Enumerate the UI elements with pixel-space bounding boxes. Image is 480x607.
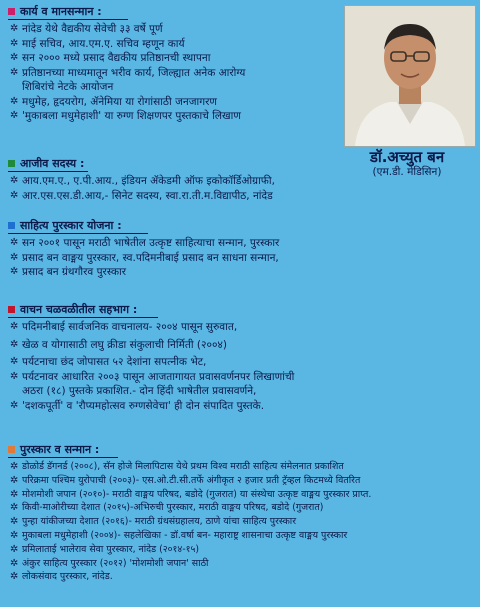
asterisk-icon: ✲ (10, 543, 19, 555)
list-item: ✲ माई सचिव, आय.एम.ए. सचिव म्हणून कार्य (10, 37, 185, 50)
section-list (8, 320, 472, 413)
list-item: ✲ सन २००० मध्ये प्रसाद वैद्यकीय प्रतिष्ठानची स्थापना (10, 52, 211, 64)
section-underline (8, 233, 148, 234)
section-title (8, 218, 472, 233)
asterisk-icon: ✲ (10, 557, 19, 569)
author-name: डॉ.अच्युत बन (369, 148, 445, 166)
section-title-text: वाचन चळवळीतील सहभाग : (20, 303, 138, 316)
asterisk-icon: ✲ (10, 266, 19, 277)
list-item: ✲ मुकाबला मधुमेहाशी (२००४)- सहलेखिका - डॉ.वर्षा बन- महाराष्ट्र शासनाचा उत्कृष्ट वाङ्मय पुरस्कार (10, 529, 348, 541)
section-underline (8, 19, 128, 20)
list-item: ✲ 'मुकाबला मधुमेहाशी' या रुग्ण शिक्षणपर पुस्तकाचे लिखाण (10, 110, 241, 122)
asterisk-icon: ✲ (10, 189, 19, 201)
list-item: ✲ आर.एस.एस.डी.आय,- सिनेट सदस्य, स्वा.रा.ती.म.विद्यापीठ, नांदेड (10, 189, 273, 202)
section-list (8, 22, 338, 124)
list-item-continuation: अठरा (१८) पुस्तके प्रकाशित.- दोन हिंदी भाषेतील प्रवासवर्णने, (22, 385, 257, 397)
asterisk-icon: ✲ (10, 474, 19, 486)
asterisk-icon: ✲ (10, 321, 19, 332)
asterisk-icon: ✲ (10, 95, 19, 107)
section-title (8, 4, 338, 19)
asterisk-icon: ✲ (10, 23, 19, 34)
asterisk-icon: ✲ (10, 370, 19, 382)
section-title-text: साहित्य पुरस्कार योजना : (20, 219, 122, 232)
list-item: ✲ पदिमनीबाई सार्वजनिक वाचनालय- २००४ पासून सुरुवात, (10, 321, 238, 333)
section-list (8, 236, 472, 280)
author-photo (344, 5, 476, 147)
section-marker-icon (8, 306, 15, 313)
section-list (8, 460, 472, 584)
section-title-text: आजीव सदस्य : (20, 157, 85, 170)
list-item: ✲ लोकसंवाद पुरस्कार, नांदेड. (10, 571, 113, 583)
section-marker-icon (8, 160, 15, 167)
list-item: ✲ पुन्हा यांकीजच्या देशात (२०१६)- मराठी ग्रंथसंग्रहालय, ठाणे यांचा साहित्य पुरस्कार (10, 516, 297, 528)
list-item: ✲ प्रमिलाताई भालेराव सेवा पुरस्कार, नांदेड (२०१४-१५) (10, 543, 200, 555)
section-underline (8, 317, 158, 318)
asterisk-icon: ✲ (10, 237, 19, 248)
asterisk-icon: ✲ (10, 52, 19, 63)
asterisk-icon: ✲ (10, 66, 19, 78)
list-item: ✲ परिक्रमा पश्चिम युरोपाची (२००३)- एस.ओ.टी.सी.तर्फे अंगीकृत २ हजार प्रती ट्रॅव्हल किटमध्ये वितरित (10, 474, 361, 486)
section-life-member (8, 156, 338, 203)
asterisk-icon: ✲ (10, 399, 19, 411)
asterisk-icon: ✲ (10, 529, 19, 541)
list-item: ✲ प्रसाद बन ग्रंथगौरव पुरस्कार (10, 266, 127, 278)
portrait-image (345, 6, 475, 146)
section-work-honors (8, 4, 338, 124)
list-item: ✲ खेळ व योगासाठी लघु क्रीडा संकुलाची निर्मिती (२००४) (10, 338, 227, 351)
list-item: ✲ मधुमेह, हृदयरोग, ॲनेमिया या रोगांसाठी जनजागरण (10, 95, 217, 108)
author-degree: (एम.डी. मेडिसिन) (372, 166, 442, 178)
asterisk-icon: ✲ (10, 502, 19, 514)
asterisk-icon: ✲ (10, 461, 19, 472)
list-item: ✲ मोशमोशी जपान (२०१०)- मराठी वाङ्मय परिषद, बडोदे (गुजरात) या संस्थेचा उत्कृष्ट वाङ्मय पुरस्कार प्राप्त. (10, 488, 372, 500)
list-item: ✲ 'दशकपूर्ती' व 'रौप्यमहोत्सव रुग्णसेवेचा' ही दोन संपादित पुस्तके. (10, 399, 265, 412)
asterisk-icon: ✲ (10, 110, 19, 121)
section-title (8, 156, 338, 171)
list-item: ✲ आय.एम.ए., ए.पी.आय., इंडियन ॲकेडमी ऑफ इकोकॉर्डिओग्राफी, (10, 175, 275, 187)
list-item: ✲ प्रतिष्ठानच्या माध्यमातून भरीव कार्य, जिल्ह्यात अनेक आरोग्य (10, 66, 246, 79)
asterisk-icon: ✲ (10, 338, 19, 350)
asterisk-icon: ✲ (10, 37, 19, 49)
section-title-text: कार्य व मानसन्मान : (20, 5, 102, 18)
list-item: ✲ पर्यटनाचा छंद जोपासत ५२ देशांना सपत्नीक भेट, (10, 356, 207, 368)
list-item: ✲ नांदेड येथे वैद्यकीय सेवेची ३३ वर्षे पूर्ण (10, 23, 163, 35)
section-list (8, 174, 338, 203)
section-marker-icon (8, 8, 15, 15)
asterisk-icon: ✲ (10, 356, 19, 367)
section-marker-icon (8, 222, 15, 229)
list-item-continuation: शिबिरांचे नेटके आयोजन (22, 81, 114, 93)
section-literature-award-scheme (8, 218, 472, 280)
section-reading-movement (8, 302, 472, 413)
list-item: ✲ प्रसाद बन वाङ्मय पुरस्कार, स्व.पदिमनीबाई प्रसाद बन साधना सन्मान, (10, 251, 279, 264)
section-underline (8, 457, 118, 458)
asterisk-icon: ✲ (10, 175, 19, 186)
section-title (8, 302, 472, 317)
list-item: ✲ किवी-माओरीच्या देशात (२०१५)-अभिरुची पुरस्कार, मराठी वाङ्मय परिषद, बडोदे (गुजरात) (10, 502, 324, 514)
section-awards-honors (8, 442, 472, 584)
section-underline (8, 171, 88, 172)
list-item: ✲ डोळोर्ड डॅगनर्ड (२००८), सॅन होजे मिलापिटास येथे प्रथम विश्व मराठी साहित्य संमेलनात प्रकाशित (10, 461, 344, 472)
asterisk-icon: ✲ (10, 251, 19, 263)
list-item: ✲ सन २००१ पासून मराठी भाषेतील उत्कृष्ट साहित्याचा सन्मान, पुरस्कार (10, 237, 280, 249)
section-title-text: पुरस्कार व सन्मान : (20, 443, 100, 456)
list-item: ✲ अंकुर साहित्य पुरस्कार (२०१२) 'मोशमोशी जपान' साठी (10, 557, 209, 569)
section-title (8, 442, 472, 457)
asterisk-icon: ✲ (10, 488, 19, 500)
list-item: ✲ पर्यटनावर आधारित २००३ पासून आजतागायत प्रवासवर्णनपर लिखाणांची (10, 370, 295, 383)
asterisk-icon: ✲ (10, 516, 19, 528)
section-marker-icon (8, 446, 15, 453)
asterisk-icon: ✲ (10, 571, 19, 583)
